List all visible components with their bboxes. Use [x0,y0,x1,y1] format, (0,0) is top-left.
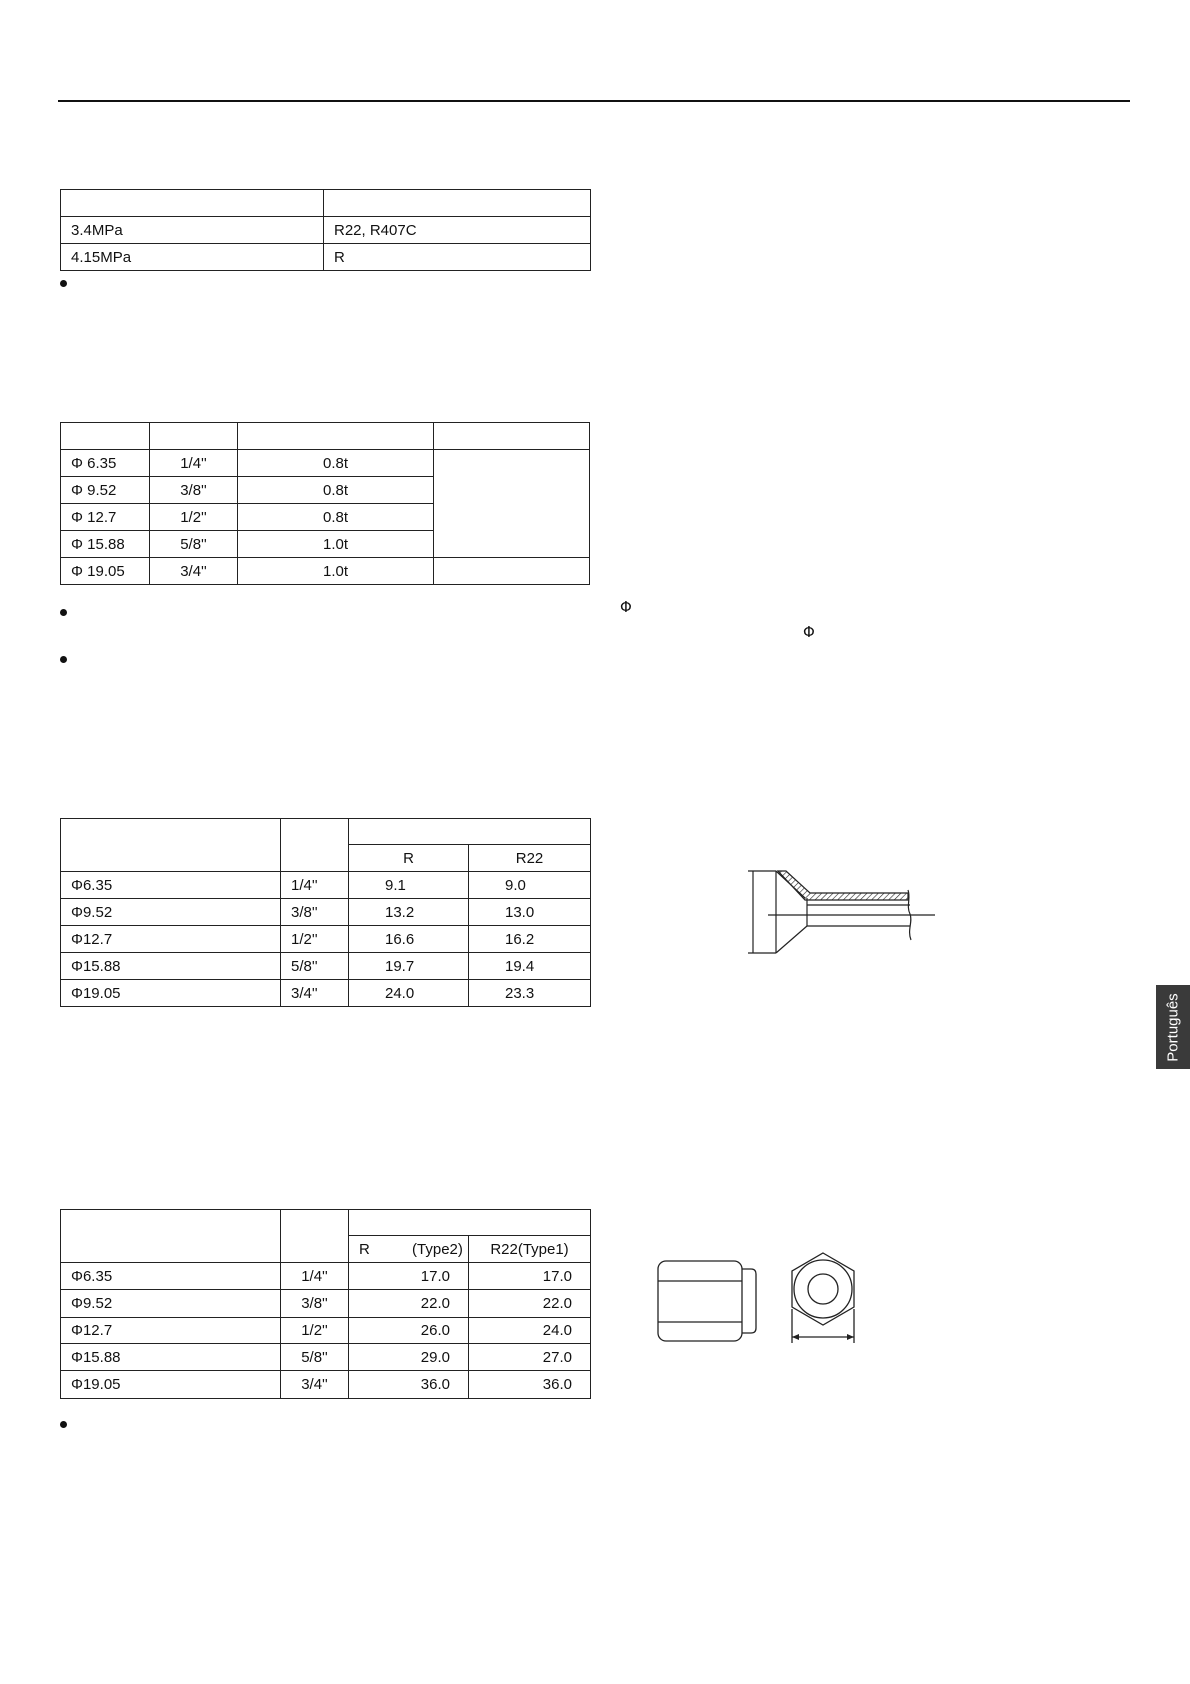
table-row [61,953,591,980]
table-header-row [61,1210,591,1236]
thickness-cell: 0.8t [238,450,434,477]
outer-diameter-cell: Φ6.35 [61,872,281,899]
inch-size-cell: 1/4'' [281,872,349,899]
r22-value-cell: 9.0 [469,872,591,899]
thickness-cell: 1.0t [238,531,434,558]
r-value-cell: 13.2 [349,899,469,926]
table-row [61,1318,591,1344]
thickness-cell: 1.0t [238,558,434,585]
inch-size-cell: 5/8'' [150,531,238,558]
header-rule [58,100,1130,102]
outer-diameter-cell: Φ9.52 [61,899,281,926]
pressure-cell: 3.4MPa [61,217,324,244]
merged-note-cell [434,450,590,558]
r22-value-cell: 22.0 [469,1290,591,1318]
outer-diameter-cell: Φ 12.7 [61,504,150,531]
thickness-cell: 0.8t [238,504,434,531]
pressure-table [60,189,591,271]
outer-diameter-cell: Φ12.7 [61,926,281,953]
table-row [61,1263,591,1290]
table-row [61,450,590,477]
refrigerant-cell: R [324,244,591,271]
phi-symbol: Φ [803,623,815,641]
inch-size-cell: 3/4'' [281,1371,349,1399]
flare-nut-hex-view [785,1251,861,1343]
outer-diameter-cell: Φ19.05 [61,1371,281,1399]
table-row [61,926,591,953]
outer-diameter-cell: Φ15.88 [61,953,281,980]
inch-size-cell: 3/8'' [281,1290,349,1318]
r-value-cell: 26.0 [349,1318,469,1344]
table-row [61,244,591,271]
inch-size-cell: 1/2'' [281,1318,349,1344]
subheader-r: R [349,845,469,872]
r-value-cell: 17.0 [349,1263,469,1290]
inch-size-cell: 1/4'' [150,450,238,477]
outer-diameter-cell: Φ 19.05 [61,558,150,585]
phi-symbol: Φ [620,598,632,616]
r-value-cell: 29.0 [349,1344,469,1371]
note-cell [434,558,590,585]
r-value-cell: 36.0 [349,1371,469,1399]
inch-size-cell: 5/8'' [281,953,349,980]
r22-value-cell: 16.2 [469,926,591,953]
r-value-cell: 22.0 [349,1290,469,1318]
r22-value-cell: 27.0 [469,1344,591,1371]
r-value-cell: 19.7 [349,953,469,980]
outer-diameter-cell: Φ12.7 [61,1318,281,1344]
table-header-row [61,819,591,845]
refrigerant-cell: R22, R407C [324,217,591,244]
subheader-r-type2 [349,1236,469,1263]
r22-value-cell: 17.0 [469,1263,591,1290]
subheader-r: R [359,1240,370,1258]
outer-diameter-cell: Φ9.52 [61,1290,281,1318]
table-row [61,1371,591,1399]
pressure-cell: 4.15MPa [61,244,324,271]
outer-diameter-cell: Φ 6.35 [61,450,150,477]
r22-value-cell: 24.0 [469,1318,591,1344]
inch-size-cell: 1/2'' [150,504,238,531]
table-row [61,899,591,926]
outer-diameter-cell: Φ19.05 [61,980,281,1007]
table-header-row [61,423,590,450]
r22-value-cell: 23.3 [469,980,591,1007]
subheader-r22: R22 [469,845,591,872]
bullet [60,280,67,287]
r-value-cell: 9.1 [349,872,469,899]
inch-size-cell: 5/8'' [281,1344,349,1371]
table-row [61,872,591,899]
r22-value-cell: 19.4 [469,953,591,980]
r-value-cell: 24.0 [349,980,469,1007]
inch-size-cell: 3/8'' [150,477,238,504]
table-row [61,558,590,585]
table-header-row [61,190,591,217]
r22-value-cell: 36.0 [469,1371,591,1399]
outer-diameter-cell: Φ15.88 [61,1344,281,1371]
language-tab-label: Português [1164,992,1182,1062]
r-value-cell: 16.6 [349,926,469,953]
outer-diameter-cell: Φ6.35 [61,1263,281,1290]
bullet [60,1421,67,1428]
flare-section-diagram [745,862,935,958]
table-row [61,980,591,1007]
thickness-cell: 0.8t [238,477,434,504]
table-row [61,1344,591,1371]
inch-size-cell: 1/4'' [281,1263,349,1290]
flare-nut-side-view [655,1259,760,1343]
table-row [61,1290,591,1318]
subheader-type2: (Type2) [412,1240,463,1258]
r22-value-cell: 13.0 [469,899,591,926]
flare-dimension-table [60,818,591,1007]
inch-size-cell: 1/2'' [281,926,349,953]
inch-size-cell: 3/4'' [150,558,238,585]
bullet [60,609,67,616]
outer-diameter-cell: Φ 15.88 [61,531,150,558]
pipe-thickness-table [60,422,590,585]
subheader-r22-type1: R22(Type1) [469,1236,591,1263]
inch-size-cell: 3/8'' [281,899,349,926]
outer-diameter-cell: Φ 9.52 [61,477,150,504]
inch-size-cell: 3/4'' [281,980,349,1007]
language-side-tab [1156,985,1190,1069]
flare-nut-table [60,1209,591,1399]
table-row [61,217,591,244]
bullet [60,656,67,663]
